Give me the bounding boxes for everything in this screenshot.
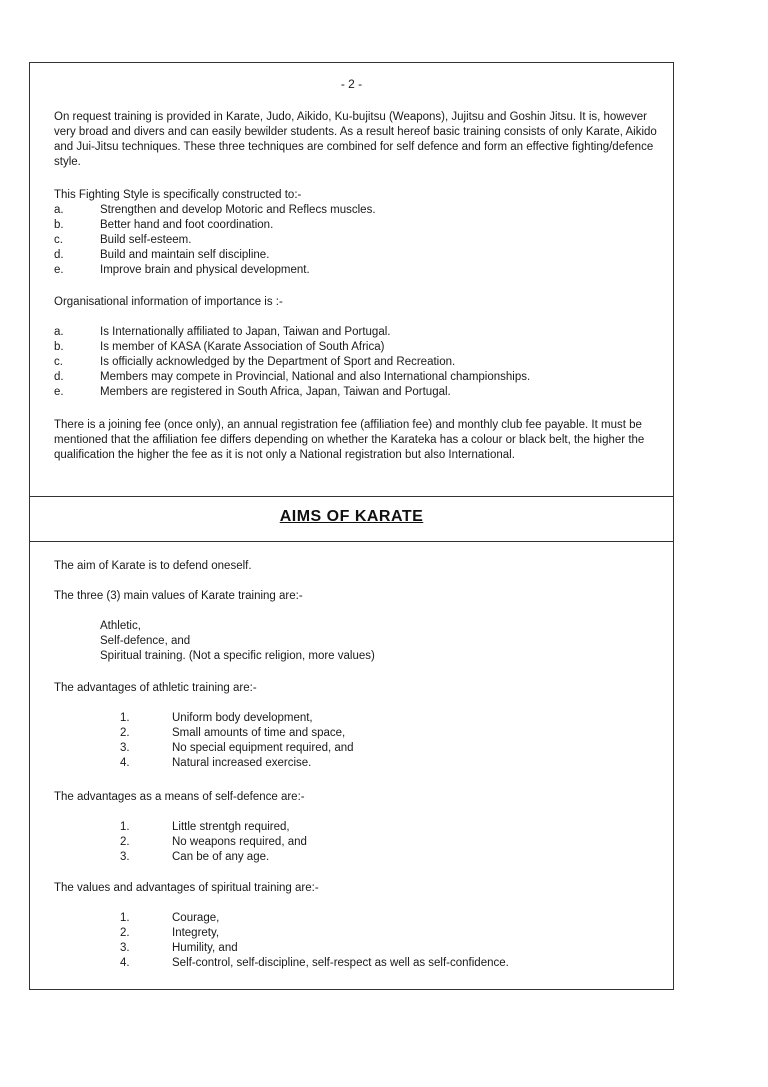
list-item xyxy=(54,911,669,926)
values-intro: The three (3) main values of Karate training are:- xyxy=(54,590,303,602)
list-number: 1. xyxy=(120,912,130,924)
list-number: 1. xyxy=(120,712,130,724)
list-text: Little strentgh required, xyxy=(172,821,290,833)
values-list xyxy=(54,619,669,664)
list-item xyxy=(54,203,669,218)
list-item xyxy=(54,835,669,850)
list-text: No weapons required, and xyxy=(172,836,307,848)
list-item: Athletic, xyxy=(100,620,141,632)
fighting-style-block xyxy=(54,188,669,278)
intro-paragraph: On request training is provided in Karate, Judo, Aikido, Ku-bujitsu (Weapons), Jujitsu and Goshin Jitsu. It is, however very broad and divers and can easily bewilder students. As a result hereof basic training consists of only Karate, Aikido and Jui-Jitsu techniques. These three techniques are combined for self defence and form an effective fighting/defence style. xyxy=(54,111,657,168)
list-item xyxy=(54,218,669,233)
organisation-intro: Organisational information of importance is :- xyxy=(54,296,283,308)
list-item xyxy=(54,926,669,941)
list-text: Can be of any age. xyxy=(172,851,270,863)
values-block xyxy=(54,589,669,664)
self-defence-list xyxy=(54,820,669,865)
list-letter: c. xyxy=(54,356,63,368)
list-item xyxy=(54,233,669,248)
list-letter: e. xyxy=(54,264,64,276)
athletic-intro: The advantages of athletic training are:- xyxy=(54,682,257,694)
fighting-style-list xyxy=(54,203,669,278)
list-letter: a. xyxy=(54,204,64,216)
list-number: 4. xyxy=(120,957,130,969)
list-item xyxy=(54,726,669,741)
list-item xyxy=(54,711,669,726)
spiritual-intro: The values and advantages of spiritual training are:- xyxy=(54,882,319,894)
list-number: 4. xyxy=(120,757,130,769)
list-text: Is officially acknowledged by the Department of Sport and Recreation. xyxy=(100,356,456,368)
page-number: - 2 - xyxy=(340,77,363,91)
list-item xyxy=(54,385,669,400)
list-item xyxy=(54,820,669,835)
list-text: Is Internationally affiliated to Japan, Taiwan and Portugal. xyxy=(100,326,391,338)
list-text: Self-control, self-discipline, self-respect as well as self-confidence. xyxy=(172,957,509,969)
list-text: Uniform body development, xyxy=(172,712,313,724)
section-divider-bottom xyxy=(30,541,673,542)
list-text: Better hand and foot coordination. xyxy=(100,219,274,231)
aims-heading: AIMS OF KARATE xyxy=(279,508,424,525)
list-item: Spiritual training. (Not a specific religion, more values) xyxy=(100,650,375,662)
organisation-block xyxy=(54,295,669,400)
spiritual-block xyxy=(54,881,669,971)
list-text: Is member of KASA (Karate Association of South Africa) xyxy=(100,341,385,353)
list-number: 2. xyxy=(120,927,130,939)
list-letter: b. xyxy=(54,341,64,353)
list-text: No special equipment required, and xyxy=(172,742,354,754)
organisation-list xyxy=(54,325,669,400)
list-item xyxy=(54,941,669,956)
fees-block xyxy=(54,418,669,463)
list-letter: c. xyxy=(54,234,63,246)
list-text: Small amounts of time and space, xyxy=(172,727,346,739)
list-text: Members may compete in Provincial, National and also International championships. xyxy=(100,371,531,383)
list-text: Improve brain and physical development. xyxy=(100,264,310,276)
list-number: 3. xyxy=(120,942,130,954)
list-letter: e. xyxy=(54,386,64,398)
list-item xyxy=(54,370,669,385)
list-text: Build self-esteem. xyxy=(100,234,192,246)
list-item: Self-defence, and xyxy=(100,635,191,647)
aim-statement-block xyxy=(54,559,669,574)
list-letter: b. xyxy=(54,219,64,231)
list-item xyxy=(54,956,669,971)
list-letter: d. xyxy=(54,371,64,383)
aim-statement: The aim of Karate is to defend oneself. xyxy=(54,560,252,572)
list-item xyxy=(54,355,669,370)
list-item xyxy=(54,850,669,865)
list-text: Strengthen and develop Motoric and Reflecs muscles. xyxy=(100,204,376,216)
list-text: Courage, xyxy=(172,912,220,924)
spiritual-list xyxy=(54,911,669,971)
list-number: 1. xyxy=(120,821,130,833)
athletic-block xyxy=(54,681,669,771)
list-number: 3. xyxy=(120,742,130,754)
list-number: 2. xyxy=(120,727,130,739)
list-item xyxy=(54,741,669,756)
list-letter: a. xyxy=(54,326,64,338)
list-item xyxy=(54,263,669,278)
list-item xyxy=(54,756,669,771)
list-text: Members are registered in South Africa, Japan, Taiwan and Portugal. xyxy=(100,386,451,398)
fighting-style-intro: This Fighting Style is specifically constructed to:- xyxy=(54,189,302,201)
list-letter: d. xyxy=(54,249,64,261)
fees-paragraph: There is a joining fee (once only), an annual registration fee (affiliation fee) and monthly club fee payable. It must be mentioned that the affiliation fee differs depending on whether the Karateka has a colour or black belt, the higher the qualification the higher the fee as it is not only a National registration but also International. xyxy=(54,419,645,461)
athletic-list xyxy=(54,711,669,771)
list-text: Build and maintain self discipline. xyxy=(100,249,270,261)
list-item xyxy=(54,340,669,355)
list-number: 3. xyxy=(120,851,130,863)
list-text: Integrety, xyxy=(172,927,220,939)
self-defence-block xyxy=(54,790,669,865)
section-divider-top xyxy=(30,496,673,497)
list-text: Natural increased exercise. xyxy=(172,757,312,769)
list-number: 2. xyxy=(120,836,130,848)
page-frame xyxy=(29,62,674,990)
list-item xyxy=(54,248,669,263)
list-item xyxy=(54,325,669,340)
list-text: Humility, and xyxy=(172,942,238,954)
self-defence-intro: The advantages as a means of self-defence are:- xyxy=(54,791,305,803)
intro-block xyxy=(54,110,669,170)
